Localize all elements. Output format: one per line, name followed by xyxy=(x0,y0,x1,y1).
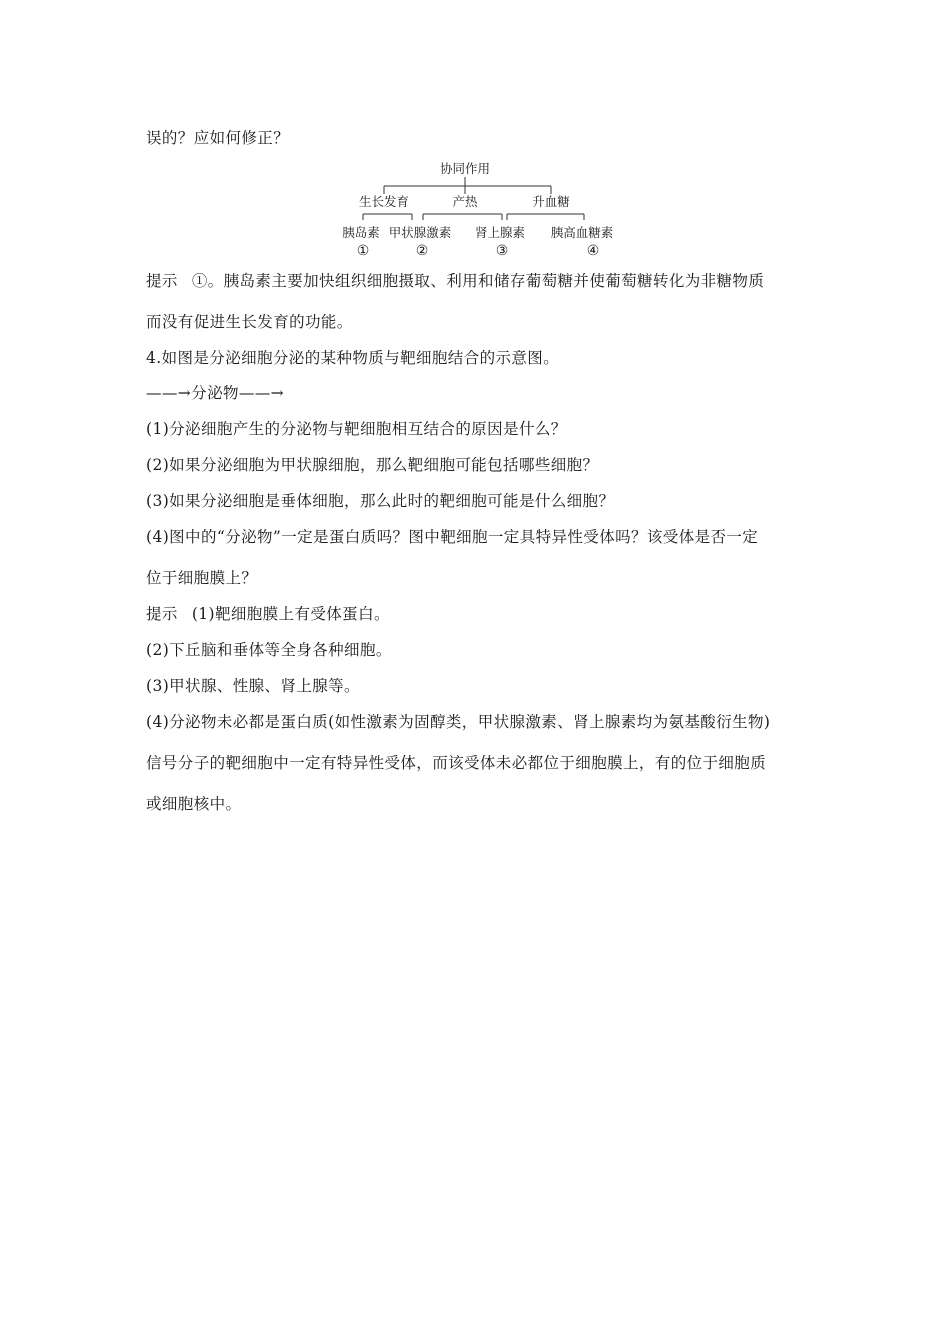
hint2-ans4-line1: (4)分泌物未必都是蛋白质(如性激素为固醇类，甲状腺激素、肾上腺素均为氨基酸衍生物) xyxy=(146,713,771,731)
question4-sub4-line1: (4)图中的“分泌物”一定是蛋白质吗？图中靶细胞一定具特异性受体吗？该受体是否一定 xyxy=(146,528,759,546)
number-3-label: ③ xyxy=(495,243,509,259)
hormone-insulin-label: 胰岛素 xyxy=(342,225,380,240)
question4-sub3: (3)如果分泌细胞是垂体细胞，那么此时的靶细胞可能是什么细胞？ xyxy=(146,492,615,510)
hint2-ans3: (3)甲状腺、性腺、肾上腺等。 xyxy=(146,677,360,695)
diagram-root-label: 协同作用 xyxy=(439,161,491,176)
hint2-ans1: (1)靶细胞膜上有受体蛋白。 xyxy=(191,605,390,623)
function-growth-label: 生长发育 xyxy=(358,194,410,209)
number-1-label: ① xyxy=(356,243,370,259)
number-2-label: ② xyxy=(415,243,429,259)
question4-sub1: (1)分泌细胞产生的分泌物与靶细胞相互结合的原因是什么？ xyxy=(146,420,567,438)
hint2-ans4-line2: 信号分子的靶细胞中一定有特异性受体，而该受体未必都位于细胞膜上，有的位于细胞质 xyxy=(146,754,767,772)
question4-figure-text: ——→分泌物——→ xyxy=(146,384,285,402)
hint2-line1 xyxy=(146,604,390,624)
hint2-ans2: (2)下丘脑和垂体等全身各种细胞。 xyxy=(146,641,392,659)
hormone-adrenaline-label: 肾上腺素 xyxy=(474,225,526,240)
hint1-text: ①。胰岛素主要加快组织细胞摄取、利用和储存葡萄糖并使葡萄糖转化为非糖物质 xyxy=(191,272,765,290)
hint1-label: 提示 xyxy=(146,272,178,290)
hint1-line1 xyxy=(146,271,764,291)
intro-text: 误的？应如何修正？ xyxy=(146,129,290,147)
question4-sub2: (2)如果分泌细胞为甲状腺细胞，那么靶细胞可能包括哪些细胞？ xyxy=(146,456,599,474)
hint2-ans4-line3: 或细胞核中。 xyxy=(146,795,242,813)
function-heat-label: 产热 xyxy=(452,194,478,209)
hormone-diagram xyxy=(330,158,630,264)
question4-sub4-line2: 位于细胞膜上？ xyxy=(146,569,258,587)
hint2-label: 提示 xyxy=(146,605,178,623)
number-4-label: ④ xyxy=(586,243,600,259)
hormone-glucagon-label: 胰高血糖素 xyxy=(550,225,614,240)
function-glucose-label: 升血糖 xyxy=(532,194,570,209)
question4-title: 4.如图是分泌细胞分泌的某种物质与靶细胞结合的示意图。 xyxy=(146,349,560,367)
hormone-thyroid-label: 甲状腺激素 xyxy=(388,225,452,240)
hint1-line2: 而没有促进生长发育的功能。 xyxy=(146,313,353,331)
